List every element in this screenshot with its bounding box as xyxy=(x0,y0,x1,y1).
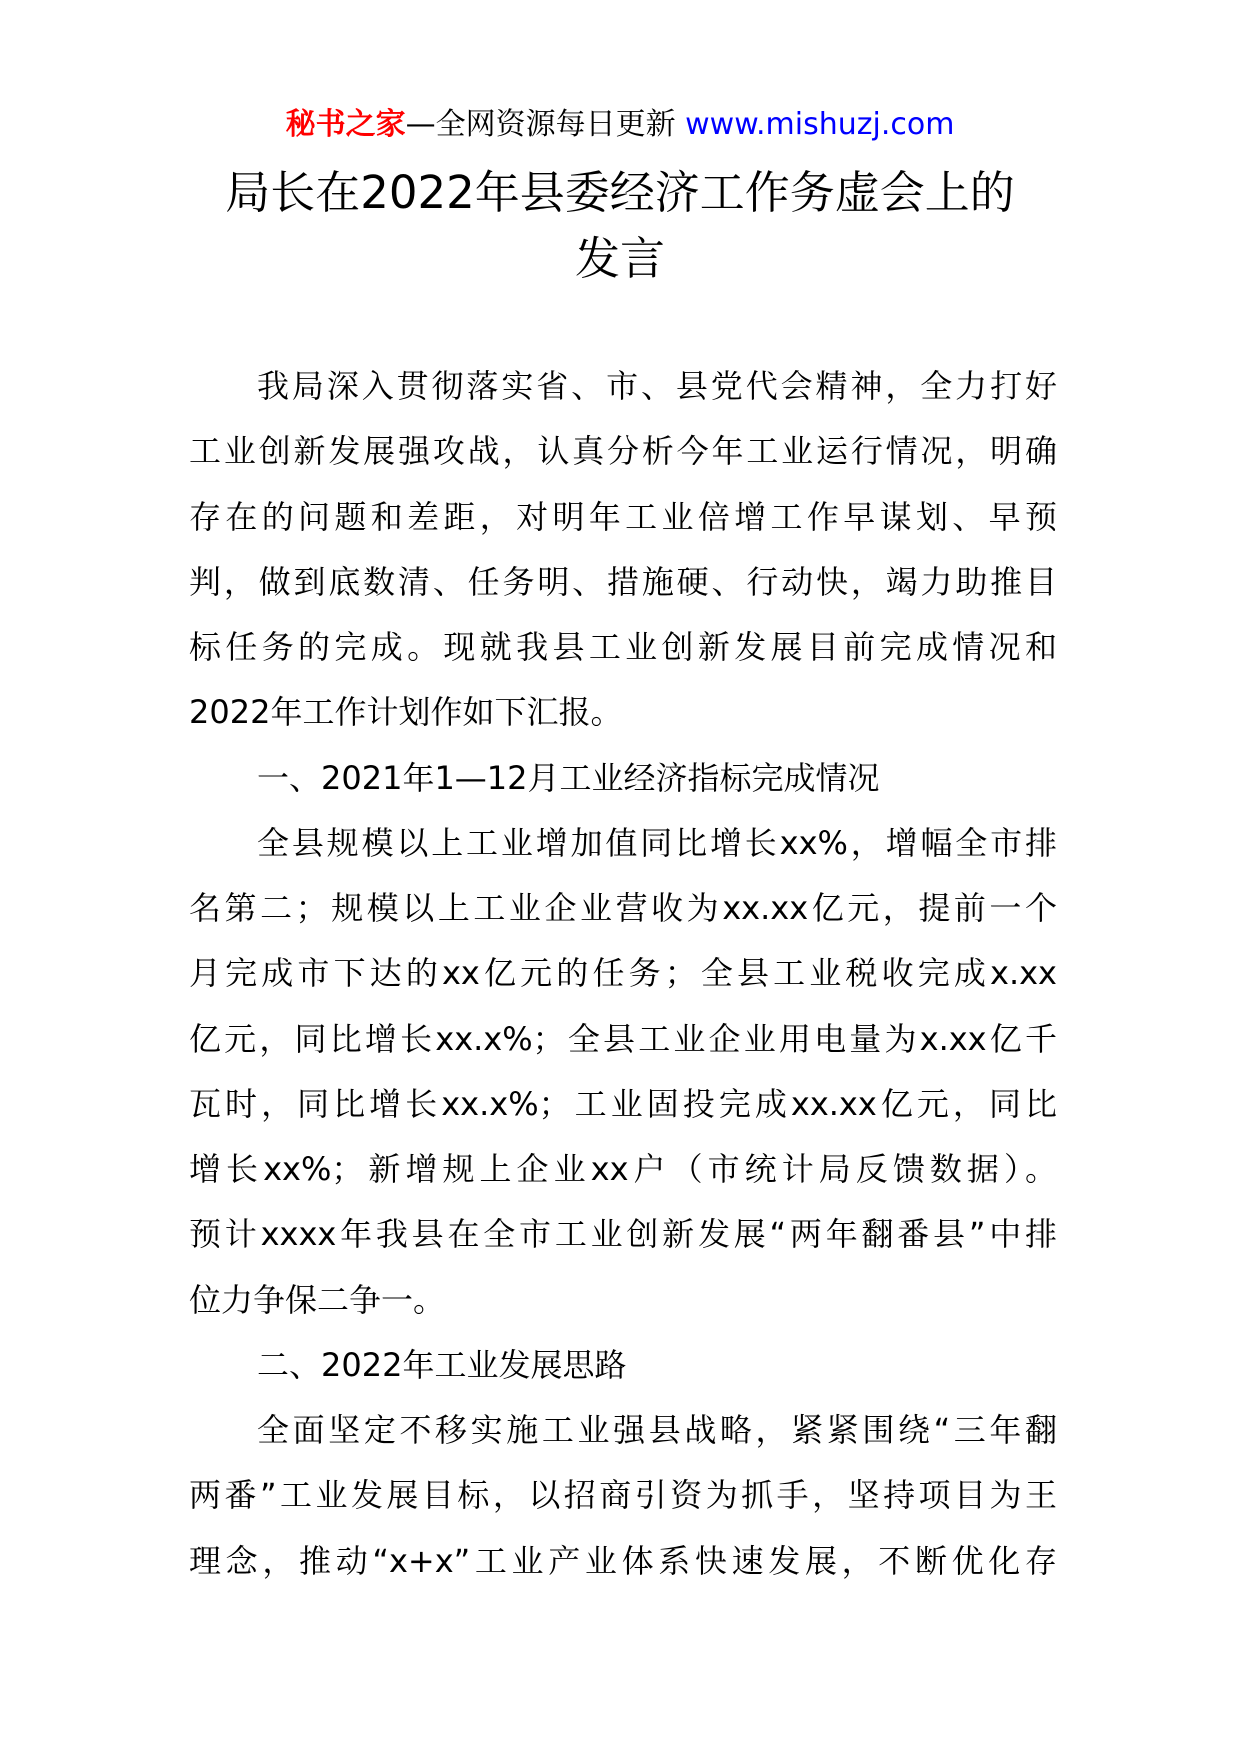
body-text-line: 名第二；规模以上工业企业营收为xx.xx亿元，提前一个 xyxy=(189,889,1057,927)
banner-url[interactable]: www.mishuzj.com xyxy=(685,107,955,142)
body-text-line: 理念，推动“x+x”工业产业体系快速发展，不断优化存 xyxy=(189,1541,1057,1580)
body-text-line: 工业创新发展强攻战，认真分析今年工业运行情况，明确 xyxy=(189,432,1057,471)
body-text-line: 月完成市下达的xx亿元的任务；全县工业税收完成x.xx xyxy=(189,954,1057,993)
body-text-line: 2022年工作计划作如下汇报。 xyxy=(189,693,623,732)
body-text-line: 标任务的完成。现就我县工业创新发展目前完成情况和 xyxy=(189,628,1057,666)
body-text-line: 二、2022年工业发展思路 xyxy=(257,1345,627,1384)
banner-brand: 秘书之家 xyxy=(285,107,406,142)
document-title xyxy=(200,160,1040,292)
document-body xyxy=(189,354,1057,1594)
body-text-line: 存在的问题和差距，对明年工业倍增工作早谋划、早预 xyxy=(189,497,1057,536)
body-text-line: 瓦时，同比增长xx.x%；工业固投完成xx.xx亿元，同比 xyxy=(189,1084,1057,1123)
body-text-line: 全县规模以上工业增加值同比增长xx%，增幅全市排 xyxy=(257,823,1057,862)
body-text-line: 一、2021年1—12月工业经济指标完成情况 xyxy=(257,758,880,797)
banner-tagline: —全网资源每日更新 xyxy=(405,107,686,142)
site-banner xyxy=(0,104,1240,146)
body-text-line: 两番”工业发展目标，以招商引资为抓手，坚持项目为王 xyxy=(189,1476,1057,1515)
body-text-line: 亿元，同比增长xx.x%；全县工业企业用电量为x.xx亿千 xyxy=(189,1019,1057,1058)
body-text-line: 全面坚定不移实施工业强县战略，紧紧围绕“三年翻 xyxy=(257,1411,1057,1449)
body-text-line: 预计xxxx年我县在全市工业创新发展“两年翻番县”中排 xyxy=(189,1215,1057,1254)
title-line-1: 局长在2022年县委经济工作务虚会上的 xyxy=(225,166,1015,219)
title-line-2: 发言 xyxy=(574,232,665,285)
body-text-line: 位力争保二争一。 xyxy=(189,1280,446,1319)
body-text-line: 判，做到底数清、任务明、措施硬、行动快，竭力助推目 xyxy=(189,562,1057,601)
body-text-line: 我局深入贯彻落实省、市、县党代会精神，全力打好 xyxy=(257,367,1057,405)
body-text-line: 增长xx%；新增规上企业xx户（市统计局反馈数据）。 xyxy=(189,1150,1057,1188)
